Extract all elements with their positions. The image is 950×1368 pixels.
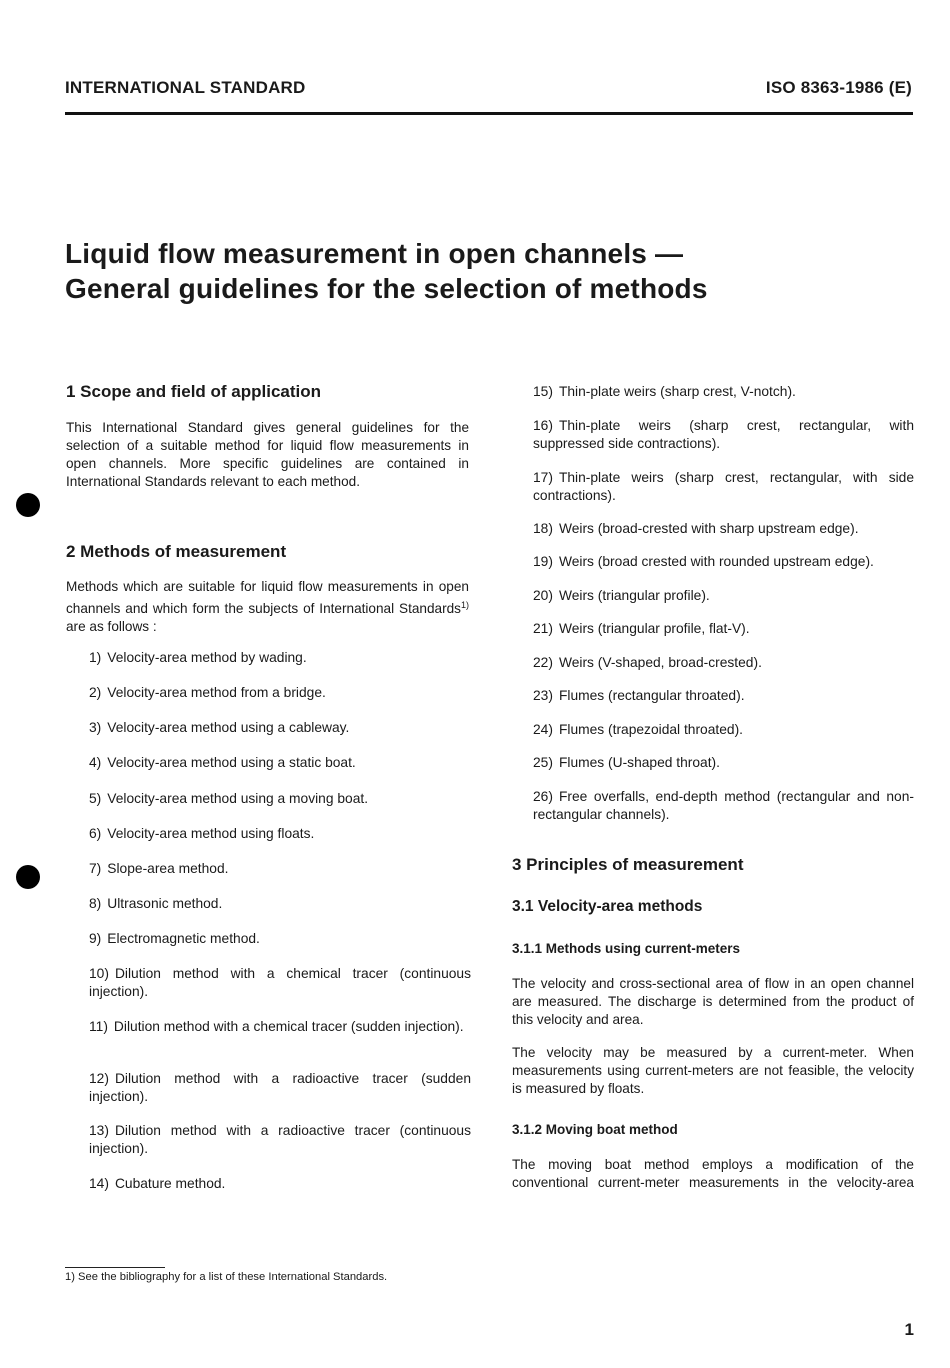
list-number: 4)	[89, 755, 102, 770]
list-text: Thin-plate weirs (sharp crest, rectangular, with side contractions).	[533, 470, 914, 503]
list-number: 11)	[89, 1019, 108, 1034]
list-text: Thin-plate weirs (sharp crest, rectangular, with suppressed side contractions).	[533, 418, 914, 451]
list-number: 1)	[89, 650, 102, 665]
section-1-body: This International Standard gives general guidelines for the selection of a suitable method for liquid flow measurements in open channels. More specific guidelines are contained in International Standards relevant to each method.	[66, 420, 469, 489]
list-item	[533, 654, 914, 672]
list-number: 12)	[89, 1071, 109, 1086]
list-item	[89, 930, 469, 948]
list-item	[533, 620, 914, 638]
list-text: Ultrasonic method.	[107, 896, 223, 911]
page-number: 1	[904, 1320, 914, 1339]
list-item	[89, 965, 471, 1001]
list-number: 26)	[533, 789, 553, 804]
section-2-heading: 2 Methods of measurement	[66, 542, 287, 561]
list-number: 7)	[89, 861, 102, 876]
list-item	[89, 1122, 471, 1158]
list-text: Free overfalls, end-depth method (rectangular and non-rectangular channels).	[533, 789, 914, 822]
list-number: 14)	[89, 1176, 109, 1191]
list-text: Weirs (V-shaped, broad-crested).	[558, 655, 762, 670]
list-item	[89, 754, 469, 772]
footnote-rule	[65, 1267, 165, 1268]
list-text: Weirs (triangular profile, flat-V).	[558, 621, 750, 636]
list-number: 23)	[533, 688, 553, 703]
list-text: Weirs (broad crested with rounded upstream edge).	[558, 554, 874, 569]
list-number: 2)	[89, 685, 102, 700]
paragraph-3-1-2: The moving boat method employs a modification of the conventional current-meter measurements in the velocity-area	[512, 1157, 914, 1190]
list-number: 22)	[533, 655, 553, 670]
list-item	[533, 788, 914, 824]
margin-bullet-mark	[16, 865, 40, 889]
section-2-intro-text: Methods which are suitable for liquid flow measurements in open channels and which form the subjects of International Standards	[66, 579, 469, 616]
list-number: 3)	[89, 720, 102, 735]
list-text: Cubature method.	[114, 1176, 226, 1191]
list-number: 13)	[89, 1123, 109, 1138]
list-text: Dilution method with a radioactive tracer (sudden injection).	[89, 1071, 471, 1104]
list-item	[89, 1175, 471, 1193]
list-text: Slope-area method.	[107, 861, 229, 876]
header-rule	[65, 112, 913, 115]
list-number: 25)	[533, 755, 553, 770]
title-line-1: Liquid flow measurement in open channels —	[65, 238, 684, 269]
section-2-intro-tail: are as follows :	[66, 619, 157, 634]
title-line-2: General guidelines for the selection of methods	[65, 273, 708, 304]
section-2-intro	[66, 578, 469, 636]
paragraph-3-1-1-a: The velocity and cross-sectional area of flow in an open channel are measured. The discharge is determined from the product of this velocity and area.	[512, 976, 914, 1027]
section-1-heading: 1 Scope and field of application	[66, 382, 322, 401]
list-text: Flumes (rectangular throated).	[558, 688, 745, 703]
list-item	[89, 649, 469, 667]
list-number: 9)	[89, 931, 102, 946]
list-text: Dilution method with a chemical tracer (sudden injection).	[113, 1019, 464, 1034]
list-item	[533, 754, 914, 772]
list-item	[89, 790, 469, 808]
list-text: Weirs (broad-crested with sharp upstream edge).	[558, 521, 859, 536]
list-text: Thin-plate weirs (sharp crest, V-notch).	[558, 384, 796, 399]
list-text: Dilution method with a radioactive tracer (continuous injection).	[89, 1123, 471, 1156]
list-number: 21)	[533, 621, 553, 636]
footnote: 1) See the bibliography for a list of these International Standards.	[65, 1271, 388, 1283]
list-number: 18)	[533, 521, 553, 536]
subsection-3-1-heading: 3.1 Velocity-area methods	[512, 898, 703, 915]
list-item	[89, 684, 469, 702]
running-header-left: INTERNATIONAL STANDARD	[65, 78, 306, 97]
list-text: Flumes (U-shaped throat).	[558, 755, 720, 770]
list-item	[533, 417, 914, 453]
list-text: Dilution method with a chemical tracer (continuous injection).	[89, 966, 471, 999]
list-text: Velocity-area method using floats.	[107, 826, 315, 841]
list-number: 24)	[533, 722, 553, 737]
list-item	[89, 895, 469, 913]
paragraph-3-1-1-b: The velocity may be measured by a current-meter. When measurements using current-meters are not feasible, the velocity is measured by floats.	[512, 1045, 914, 1096]
list-item	[89, 860, 469, 878]
list-item	[533, 553, 914, 571]
list-item	[89, 825, 469, 843]
list-text: Velocity-area method using a static boat.	[107, 755, 356, 770]
list-number: 15)	[533, 384, 553, 399]
list-item	[533, 587, 914, 605]
list-text: Velocity-area method using a cableway.	[107, 720, 350, 735]
list-text: Weirs (triangular profile).	[558, 588, 710, 603]
list-number: 19)	[533, 554, 553, 569]
margin-bullet-mark	[16, 493, 40, 517]
list-item	[533, 721, 914, 739]
list-number: 20)	[533, 588, 553, 603]
section-3-heading: 3 Principles of measurement	[512, 855, 744, 874]
list-text: Velocity-area method using a moving boat.	[107, 791, 369, 806]
list-item	[89, 1018, 471, 1036]
list-number: 8)	[89, 896, 102, 911]
list-item	[533, 383, 914, 401]
list-number: 6)	[89, 826, 102, 841]
list-number: 5)	[89, 791, 102, 806]
footnote-ref: 1)	[460, 600, 469, 610]
list-item	[533, 687, 914, 705]
list-text: Flumes (trapezoidal throated).	[558, 722, 743, 737]
document-title	[65, 236, 925, 306]
subsection-3-1-1-heading: 3.1.1 Methods using current-meters	[512, 941, 741, 956]
list-item	[89, 1070, 471, 1106]
list-number: 10)	[89, 966, 109, 981]
list-item	[533, 469, 914, 505]
list-text: Velocity-area method from a bridge.	[107, 685, 326, 700]
list-text: Electromagnetic method.	[107, 931, 260, 946]
subsection-3-1-2-heading: 3.1.2 Moving boat method	[512, 1122, 678, 1137]
list-item	[89, 719, 469, 737]
list-item	[533, 520, 914, 538]
list-text: Velocity-area method by wading.	[107, 650, 307, 665]
list-number: 16)	[533, 418, 553, 433]
list-number: 17)	[533, 470, 553, 485]
running-header-right: ISO 8363-1986 (E)	[765, 78, 912, 97]
